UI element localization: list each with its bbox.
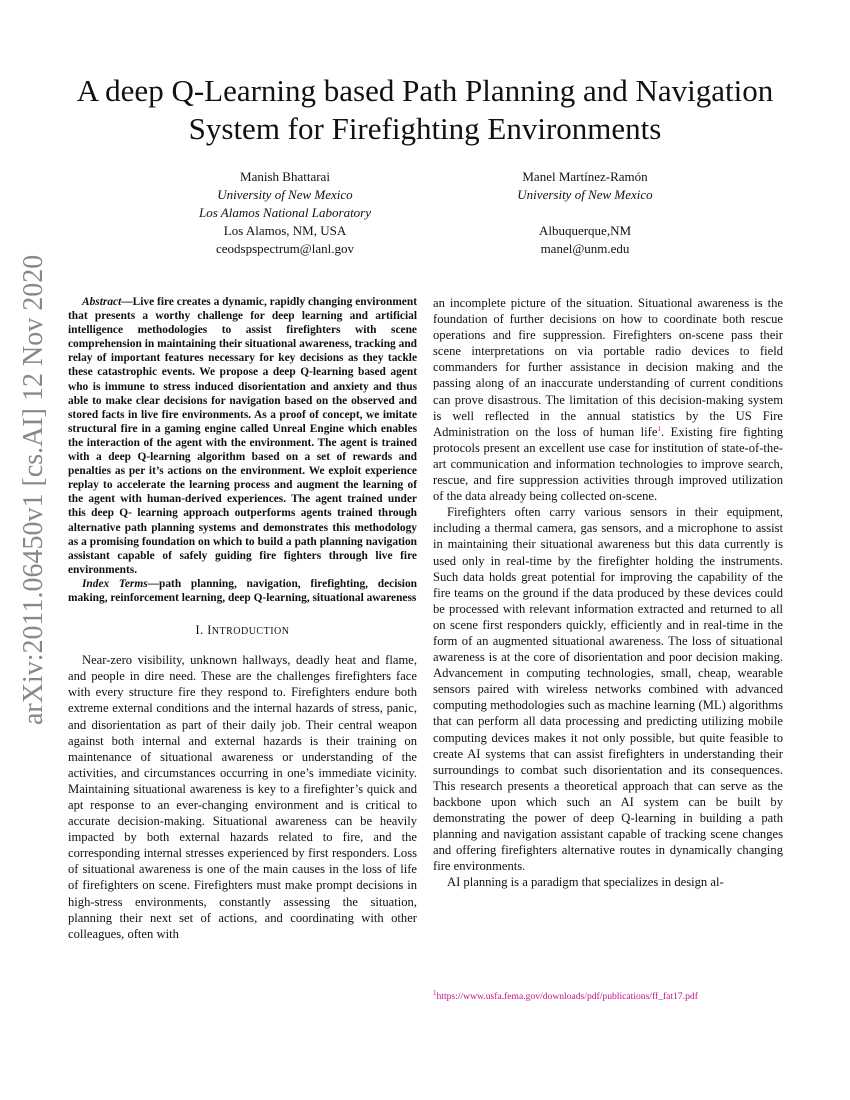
abstract xyxy=(68,295,417,577)
arxiv-stamp: arXiv:2011.06450v1 [cs.AI] 12 Nov 2020 xyxy=(18,254,49,725)
body-paragraph: Firefighters often carry various sensors in their equipment, including a thermal camera, gas sensors, and a microphone to assist in maintaining their situational awareness but this data currently is used only in real-time by the firefighter holding the instruments. Such data holds great potential for improving the capability of the fire teams on the ground if the data produced by these devices could be processed with relevant information extracted and returned to all on scene first responders quickly, efficiently and in real-time in the form of an augmented situational awareness. The loss of situational awareness is at the core of disorientation and poor decision making. Advancement in computing technologies, small, cheap, wearable sensors paired with wireless networks combined with advanced computing methodologies such as machine learning (ML) algorithms that can perform all data processing and predicting utilizing mobile computing devices makes it not only possible, but quite feasible to create AI systems that can assist firefighters in understanding their surroundings to combat such disorientation and its consequences. This research presents a theoretical approach that can serve as the backbone upon which such an AI system can be built by demonstrating the power of deep Q-learning in building a path planning and navigation assistant capable of tracking scene changes and offering firefighters alternative routes in dynamically changing fire environments. xyxy=(433,505,783,874)
abstract-text: —Live fire creates a dynamic, rapidly changing environment that presents a worthy challenge for deep learning and artificial intelligence methodologies to assist firefighters with scene comprehension in maintaining their situational awareness, tracking and relay of important features necessary for key decisions as they tackle these catastrophic events. We propose a deep Q-learning based agent who is immune to stress induced disorientation and anxiety and thus able to make clear decisions for navigation based on the observed and stored facts in live fire environments. As a proof of concept, we imitate structural fire in a gaming engine called Unreal Engine which enables the interaction of the agent with the environment. The agent is trained with a deep Q-learning algorithm based on a set of rewards and penalties as per it’s actions on the environment. We exploit experience replay to accelerate the learning process and augment the learning of the agent with human-derived experiences. The agent trained under this deep Q- learning approach outperforms agents trained through alternative path planning systems and demonstrates this methodology as a promising foundation on which to build a path planning navigation assistant capable of safely guiding fire fighters through live fire environments. xyxy=(68,296,417,576)
index-terms-text: —path planning, navigation, firefighting, decision making, reinforcement learning, deep Q-learning, situational awareness xyxy=(68,577,417,604)
footnote-mark: 1 xyxy=(433,989,437,997)
section-heading-introduction: I. INTRODUCTION xyxy=(195,623,290,638)
author-affiliation: University of New Mexico xyxy=(517,187,653,202)
author-block-1 xyxy=(160,168,410,258)
author-email: manel@unm.edu xyxy=(540,241,630,256)
author-location: Albuquerque,NM xyxy=(538,223,632,238)
body-paragraph: AI planning is a paradigm that specializes in design al- xyxy=(447,875,724,890)
author-block-2 xyxy=(460,168,710,258)
footnote xyxy=(433,987,783,1003)
author-name: Manish Bhattarai xyxy=(240,169,330,184)
footnote-link[interactable]: https://www.usfa.fema.gov/downloads/pdf/publications/ff_fat17.pdf xyxy=(436,991,698,1003)
paper-title: A deep Q-Learning based Path Planning and Navigation System for Firefighting Environments xyxy=(76,73,774,146)
right-column xyxy=(433,295,783,890)
abstract-label: Abstract xyxy=(82,296,122,308)
author-location: Los Alamos, NM, USA xyxy=(223,223,347,238)
body-paragraph: an incomplete picture of the situation. Situational awareness is the foundation of further decisions on how to coordinate both rescue operations and fire suppression. Firefighters on-scene pass their scene interpretations on via portable radio devices to field commanders for further assistance in decision making and the passing along of an inaccurate understanding of current conditions can prove disastrous. The limitation of this decision-making system is well reflected in the annual statistics by the US Fire Administration on the loss of human life$^1$. Existing fire fighting protocols present an excellent use case for institution of state-of-the-art communication and information technologies to improve search, rescue, and fire suppression activities through improved utilization of the data already being collected on-scene. xyxy=(433,296,783,504)
index-terms xyxy=(68,577,417,605)
left-column xyxy=(68,295,417,942)
author-name: Manel Martínez-Ramón xyxy=(522,169,648,184)
author-email: ceodspspectrum@lanl.gov xyxy=(216,241,354,256)
author-affiliation: University of New Mexico xyxy=(217,187,353,202)
author-affiliation: Los Alamos National Laboratory xyxy=(198,205,372,220)
intro-paragraph: Near-zero visibility, unknown hallways, deadly heat and flame, and people in dire need. These are the challenges firefighters face with every structure fire they respond to. Firefighters endure both extreme external conditions and the internal hazards of stress, panic, and disorientation as part of their daily job. Their central weapon against both internal and external hazards is their training on maintenance of situational awareness or understanding of the activities, and circumstances occurring in one’s immediate vicinity. Maintaining situational awareness is key to a firefighter’s quick and apt response to an ever-changing environment and is critical to accurate decision-making. Situational awareness can be heavily impacted by both external hazards related to fire, and the corresponding internal stresses experienced by first responders. Loss of situational awareness is one of the main causes in the loss of life of firefighters on scene. Firefighters must make prompt decisions in high-stress environments, constantly assessing the situation, planning their next set of actions, and coordinating with other colleagues, often with xyxy=(68,653,417,941)
index-terms-label: Index Terms xyxy=(82,577,148,590)
footnote-reference[interactable]: 1 xyxy=(657,424,661,433)
